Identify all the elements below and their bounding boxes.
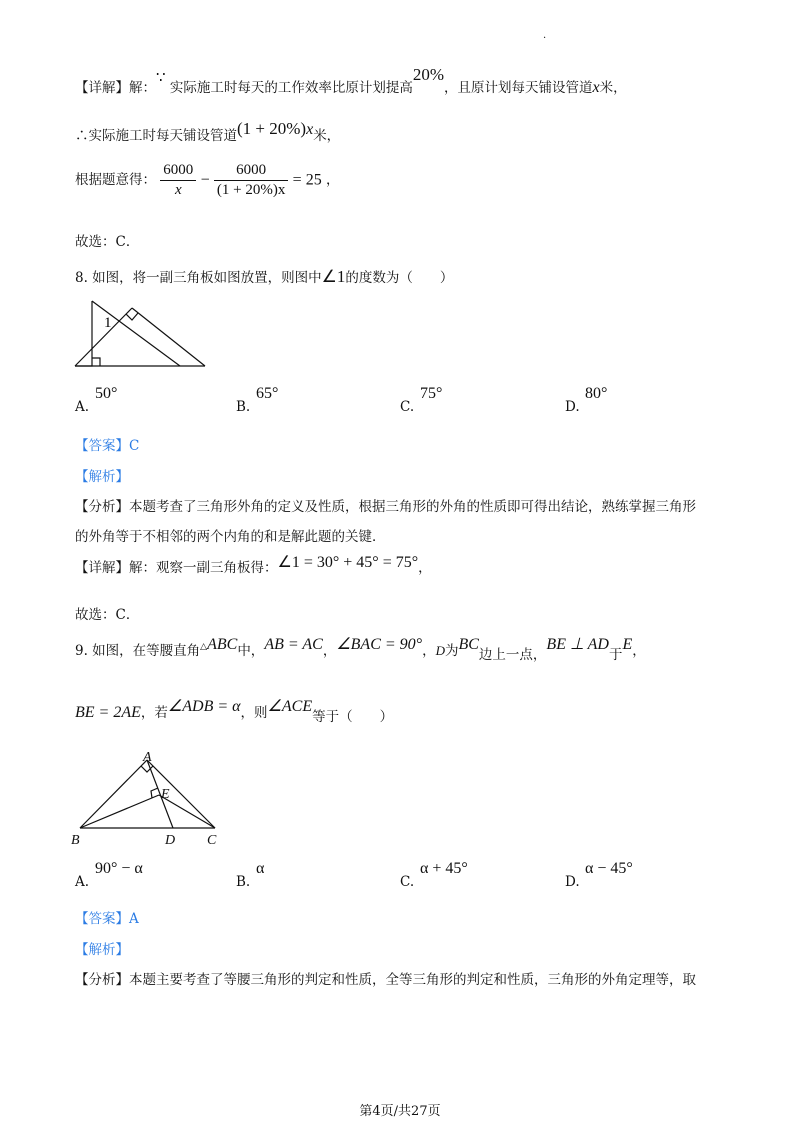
question-9-line-1 <box>75 636 646 663</box>
angle-label-1: 1 <box>104 315 112 331</box>
expression: ∠1 = 30° + 45° = 75° <box>277 554 419 571</box>
math: BE ⊥ AD <box>546 636 609 653</box>
denominator: (1 + 20%)x <box>216 182 286 198</box>
option-label: D. <box>565 399 580 415</box>
option-label: D. <box>565 874 580 890</box>
var-x: x <box>306 121 314 138</box>
text: ，且原计划每天铺设管道 <box>444 80 593 96</box>
text: ， <box>418 560 432 576</box>
answer-value: A <box>129 911 139 927</box>
detail-prefix: 【详解】解： <box>75 80 156 96</box>
text: 等于（ ） <box>312 709 394 725</box>
option-value: α + 45° <box>420 860 468 877</box>
denominator: x <box>174 182 182 198</box>
option-label: A. <box>75 399 90 415</box>
math: ∠BAC = 90° <box>336 636 423 653</box>
option-label: B. <box>236 399 251 415</box>
text: ， <box>322 643 337 659</box>
text: 米， <box>313 128 341 144</box>
minus: − <box>200 171 210 189</box>
var-x: x <box>592 79 600 96</box>
text: 【详解】解：观察一副三角板得： <box>75 560 278 576</box>
option-value: 65° <box>256 385 279 402</box>
q9-answer <box>75 913 139 927</box>
therefore-symbol: ∴ <box>75 128 89 144</box>
text: 9. 如图，在等腰直角 <box>75 643 201 659</box>
text: ，则 <box>240 705 268 721</box>
triangle-symbol: △ <box>200 642 208 652</box>
angle-1: ∠1 <box>321 267 346 286</box>
answer-tag: 【答案】 <box>75 911 129 927</box>
answer-value: C <box>129 438 140 454</box>
math: BC <box>458 636 479 653</box>
option-value: 90° − α <box>95 860 143 877</box>
text: 实际施工时每天的工作效率比原计划提高 <box>169 80 413 96</box>
math: E <box>622 636 633 653</box>
q8-answer <box>75 440 139 454</box>
numerator: 6000 <box>160 163 196 181</box>
option-value: 80° <box>585 385 608 402</box>
option-value: α <box>256 860 265 877</box>
percent-value: 20% <box>412 65 445 84</box>
question-9-line-2 <box>75 698 394 725</box>
fraction-1 <box>160 163 196 198</box>
label-B: B <box>71 833 80 848</box>
option-value: 50° <box>95 385 118 402</box>
equation-line <box>75 163 340 198</box>
math: ∠ADB = α <box>167 698 241 715</box>
label-A: A <box>143 750 152 765</box>
option-label: C. <box>400 399 415 415</box>
q8-xiangjie <box>75 554 432 576</box>
option-label: B. <box>236 874 251 890</box>
because-symbol: ∵ <box>156 68 166 86</box>
math: ∠ACE <box>267 698 313 715</box>
math: D <box>435 643 445 658</box>
q8-select: 故选：C． <box>75 607 140 623</box>
label-C: C <box>207 833 217 848</box>
question-8 <box>75 268 453 286</box>
option-value: α − 45° <box>585 860 633 877</box>
math: ABC <box>207 636 238 653</box>
option-label: A. <box>75 874 90 890</box>
q8-fenxi-2: 的外角等于不相邻的两个内角的和是解此题的关键． <box>75 529 386 545</box>
detail-line-2 <box>75 119 341 144</box>
detail-line-1 <box>75 65 627 96</box>
math: AB = AC <box>264 636 323 653</box>
text: ，若 <box>140 705 168 721</box>
fraction-2 <box>214 163 288 198</box>
label-D: D <box>165 833 176 848</box>
expression: (1 + 20%) <box>237 119 307 138</box>
text: ， <box>632 643 646 659</box>
text: 中， <box>237 643 265 659</box>
text: 米， <box>599 80 627 96</box>
q9-figure <box>65 750 230 850</box>
text: 8. 如图，将一副三角板如图放置，则图中 <box>75 270 322 286</box>
q8-fenxi-1: 【分析】本题考查了三角形外角的定义及性质，根据三角形的外角的性质即可得出结论，熟练掌握三角形 <box>75 499 696 515</box>
text: 为 <box>444 643 459 659</box>
header-dot: . <box>543 30 547 41</box>
q9-jiexi: 【解析】 <box>75 942 129 958</box>
option-value: 75° <box>420 385 443 402</box>
math: BE = 2AE <box>75 704 141 721</box>
page-footer: 第4页/共27页 <box>359 1104 441 1119</box>
text: 边上一点， <box>478 647 547 663</box>
q8-figure <box>70 296 210 371</box>
q8-jiexi: 【解析】 <box>75 469 129 485</box>
equals: = 25 <box>292 171 322 189</box>
text: 根据题意得： <box>75 171 156 188</box>
text: 于 <box>608 647 623 663</box>
option-label: C. <box>400 874 415 890</box>
text: ， <box>326 171 340 188</box>
label-E: E <box>161 787 170 802</box>
text: 的度数为（ ） <box>345 270 454 286</box>
select-line-1: 故选：C． <box>75 234 140 250</box>
numerator: 6000 <box>214 163 288 181</box>
text: 实际施工时每天铺设管道 <box>88 128 237 144</box>
q9-fenxi: 【分析】本题主要考查了等腰三角形的判定和性质，全等三角形的判定和性质，三角形的外角定理等，取 <box>75 972 696 988</box>
text: ， <box>422 643 436 659</box>
answer-tag: 【答案】 <box>75 438 129 454</box>
